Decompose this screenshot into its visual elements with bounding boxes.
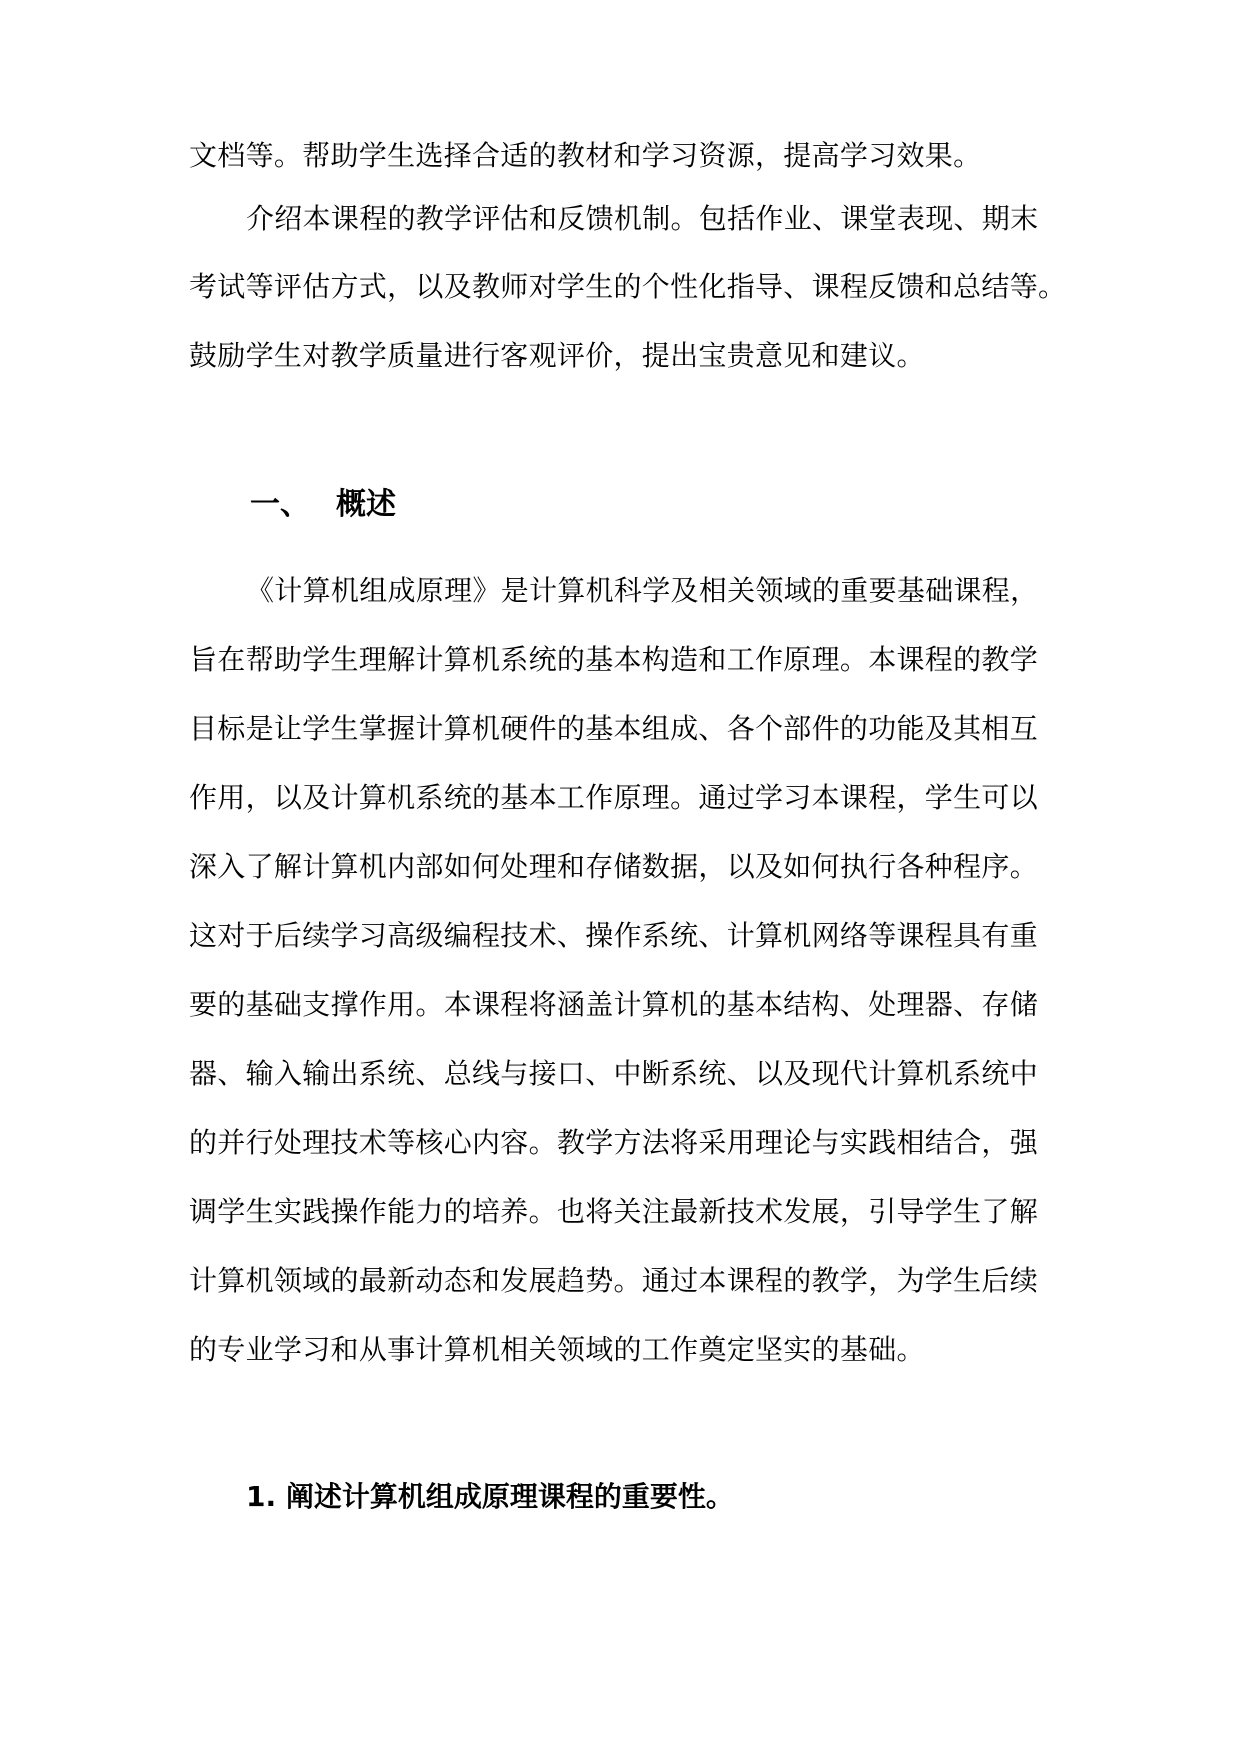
paragraph-line: 作用，以及计算机系统的基本工作原理。通过学习本课程，学生可以 bbox=[189, 781, 1039, 814]
paragraph-line: 《计算机组成原理》是计算机科学及相关领域的重要基础课程， bbox=[246, 574, 1039, 607]
paragraph-line: 旨在帮助学生理解计算机系统的基本构造和工作原理。本课程的教学 bbox=[189, 643, 1039, 676]
paragraph-line: 目标是让学生掌握计算机硬件的基本组成、各个部件的功能及其相互 bbox=[189, 712, 1039, 745]
paragraph-line: 介绍本课程的教学评估和反馈机制。包括作业、课堂表现、期末 bbox=[246, 202, 1039, 235]
paragraph-line: 考试等评估方式，以及教师对学生的个性化指导、课程反馈和总结等。 bbox=[189, 270, 1067, 303]
section-heading-title: 概述 bbox=[336, 487, 396, 522]
subsection-heading: 1. 阐述计算机组成原理课程的重要性。 bbox=[246, 1480, 734, 1513]
paragraph-line: 这对于后续学习高级编程技术、操作系统、计算机网络等课程具有重 bbox=[189, 919, 1039, 952]
paragraph-line: 计算机领域的最新动态和发展趋势。通过本课程的教学，为学生后续 bbox=[189, 1264, 1039, 1297]
paragraph-line: 要的基础支撑作用。本课程将涵盖计算机的基本结构、处理器、存储 bbox=[189, 988, 1039, 1021]
paragraph-line: 调学生实践操作能力的培养。也将关注最新技术发展，引导学生了解 bbox=[189, 1195, 1039, 1228]
paragraph-line: 的专业学习和从事计算机相关领域的工作奠定坚实的基础。 bbox=[189, 1333, 925, 1366]
paragraph-line: 器、输入输出系统、总线与接口、中断系统、以及现代计算机系统中 bbox=[189, 1057, 1039, 1090]
paragraph-line: 文档等。帮助学生选择合适的教材和学习资源，提高学习效果。 bbox=[189, 139, 982, 172]
paragraph-line: 的并行处理技术等核心内容。教学方法将采用理论与实践相结合，强 bbox=[189, 1126, 1039, 1159]
paragraph-line: 深入了解计算机内部如何处理和存储数据，以及如何执行各种程序。 bbox=[189, 850, 1039, 883]
section-heading-number: 一、 bbox=[250, 487, 310, 522]
paragraph-line: 鼓励学生对教学质量进行客观评价，提出宝贵意见和建议。 bbox=[189, 339, 925, 372]
